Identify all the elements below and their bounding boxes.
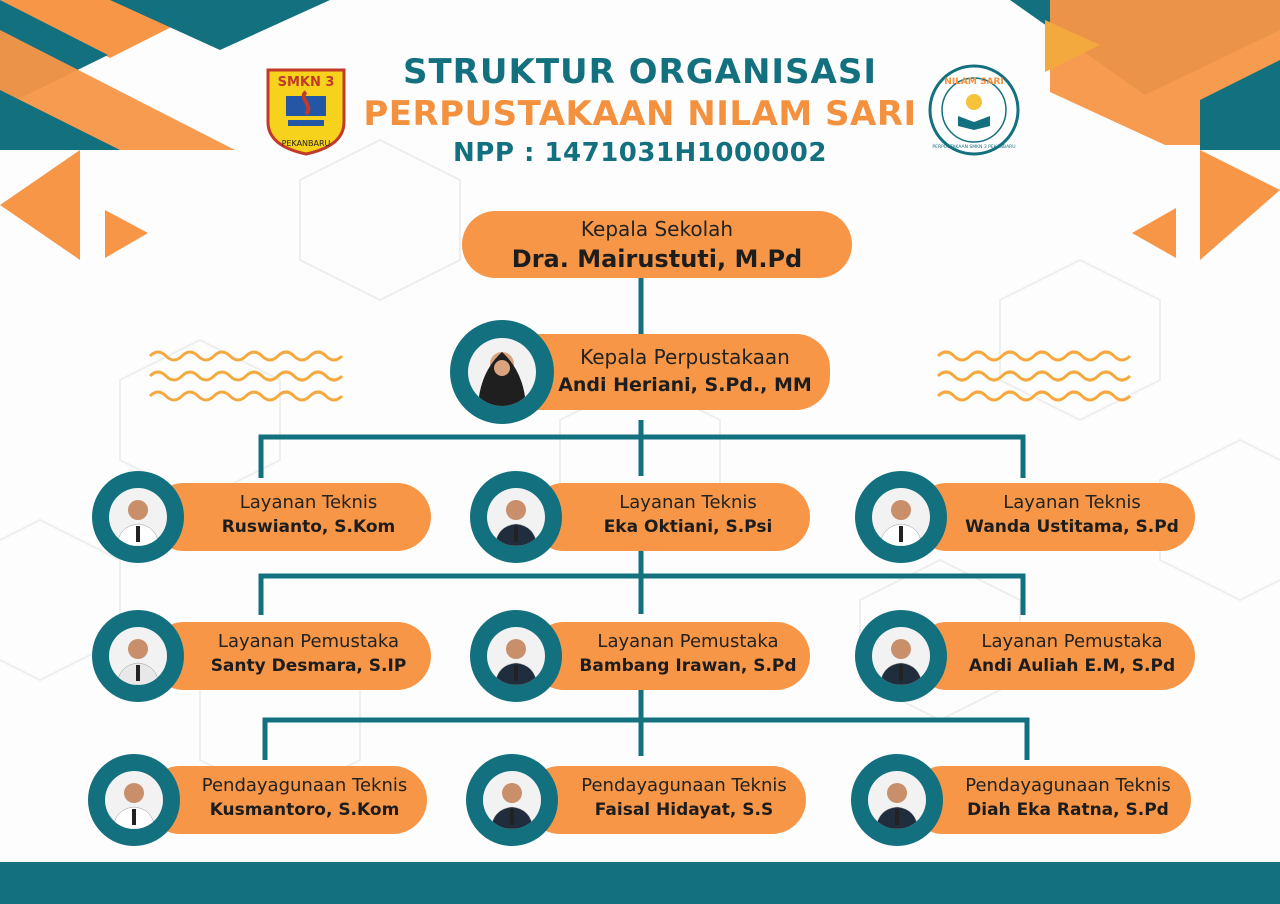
staff-photo (868, 771, 926, 829)
head-of-library-name: Andi Heriani, S.Pd., MM (558, 374, 812, 396)
staff-role: Pendayagunaan Teknis (965, 775, 1171, 796)
staff-photo (109, 488, 167, 546)
head-of-library-role: Kepala Perpustakaan (580, 345, 790, 369)
staff-box (530, 622, 810, 690)
footer-bar (0, 862, 1280, 904)
staff-photo (483, 771, 541, 829)
library-name: PERPUSTAKAAN NILAM SARI (363, 94, 917, 134)
head-of-school-name: Dra. Mairustuti, M.Pd (511, 245, 803, 273)
staff-photo (105, 771, 163, 829)
svg-text:PERPUSTAKAAN SMKN 3 PEKANBARU: PERPUSTAKAAN SMKN 3 PEKANBARU (932, 145, 1016, 150)
staff-box (530, 483, 810, 551)
staff-name: Bambang Irawan, S.Pd (579, 656, 797, 676)
staff-box (909, 766, 1191, 834)
svg-text:SMKN 3: SMKN 3 (277, 75, 335, 90)
staff-name: Faisal Hidayat, S.S (594, 800, 774, 820)
staff-box (913, 483, 1195, 551)
staff-name: Eka Oktiani, S.Psi (603, 517, 773, 537)
staff-role: Layanan Teknis (619, 492, 757, 513)
head-of-school-role: Kepala Sekolah (580, 217, 734, 241)
npp-number: NPP : 1471031H1000002 (453, 138, 827, 168)
staff-photo (109, 627, 167, 685)
svg-text:PEKANBARU: PEKANBARU (281, 139, 331, 148)
staff-photo (487, 488, 545, 546)
head-of-library-photo (468, 338, 536, 406)
svg-text:NILAM SARI: NILAM SARI (944, 77, 1004, 87)
staff-box (150, 622, 431, 690)
staff-name: Wanda Ustitama, S.Pd (965, 517, 1179, 537)
chart-title: STRUKTUR ORGANISASI (403, 52, 877, 92)
staff-name: Andi Auliah E.M, S.Pd (968, 656, 1176, 676)
staff-photo (872, 488, 930, 546)
staff-box (146, 766, 427, 834)
staff-name: Santy Desmara, S.IP (210, 656, 407, 676)
staff-box (526, 766, 806, 834)
staff-role: Layanan Pemustaka (981, 631, 1163, 652)
staff-role: Pendayagunaan Teknis (581, 775, 787, 796)
staff-box (150, 483, 431, 551)
staff-name: Diah Eka Ratna, S.Pd (967, 800, 1169, 820)
staff-photo (487, 627, 545, 685)
school-logo (258, 62, 354, 161)
staff-role: Layanan Pemustaka (217, 631, 400, 652)
staff-name: Ruswianto, S.Kom (221, 517, 396, 537)
head-of-school-box (462, 211, 852, 278)
staff-role: Layanan Teknis (1003, 492, 1141, 513)
staff-role: Layanan Pemustaka (597, 631, 779, 652)
staff-box (913, 622, 1195, 690)
library-logo (928, 64, 1020, 161)
staff-name: Kusmantoro, S.Kom (209, 800, 400, 820)
staff-role: Layanan Teknis (239, 492, 378, 513)
staff-role: Pendayagunaan Teknis (201, 775, 408, 796)
staff-photo (872, 627, 930, 685)
